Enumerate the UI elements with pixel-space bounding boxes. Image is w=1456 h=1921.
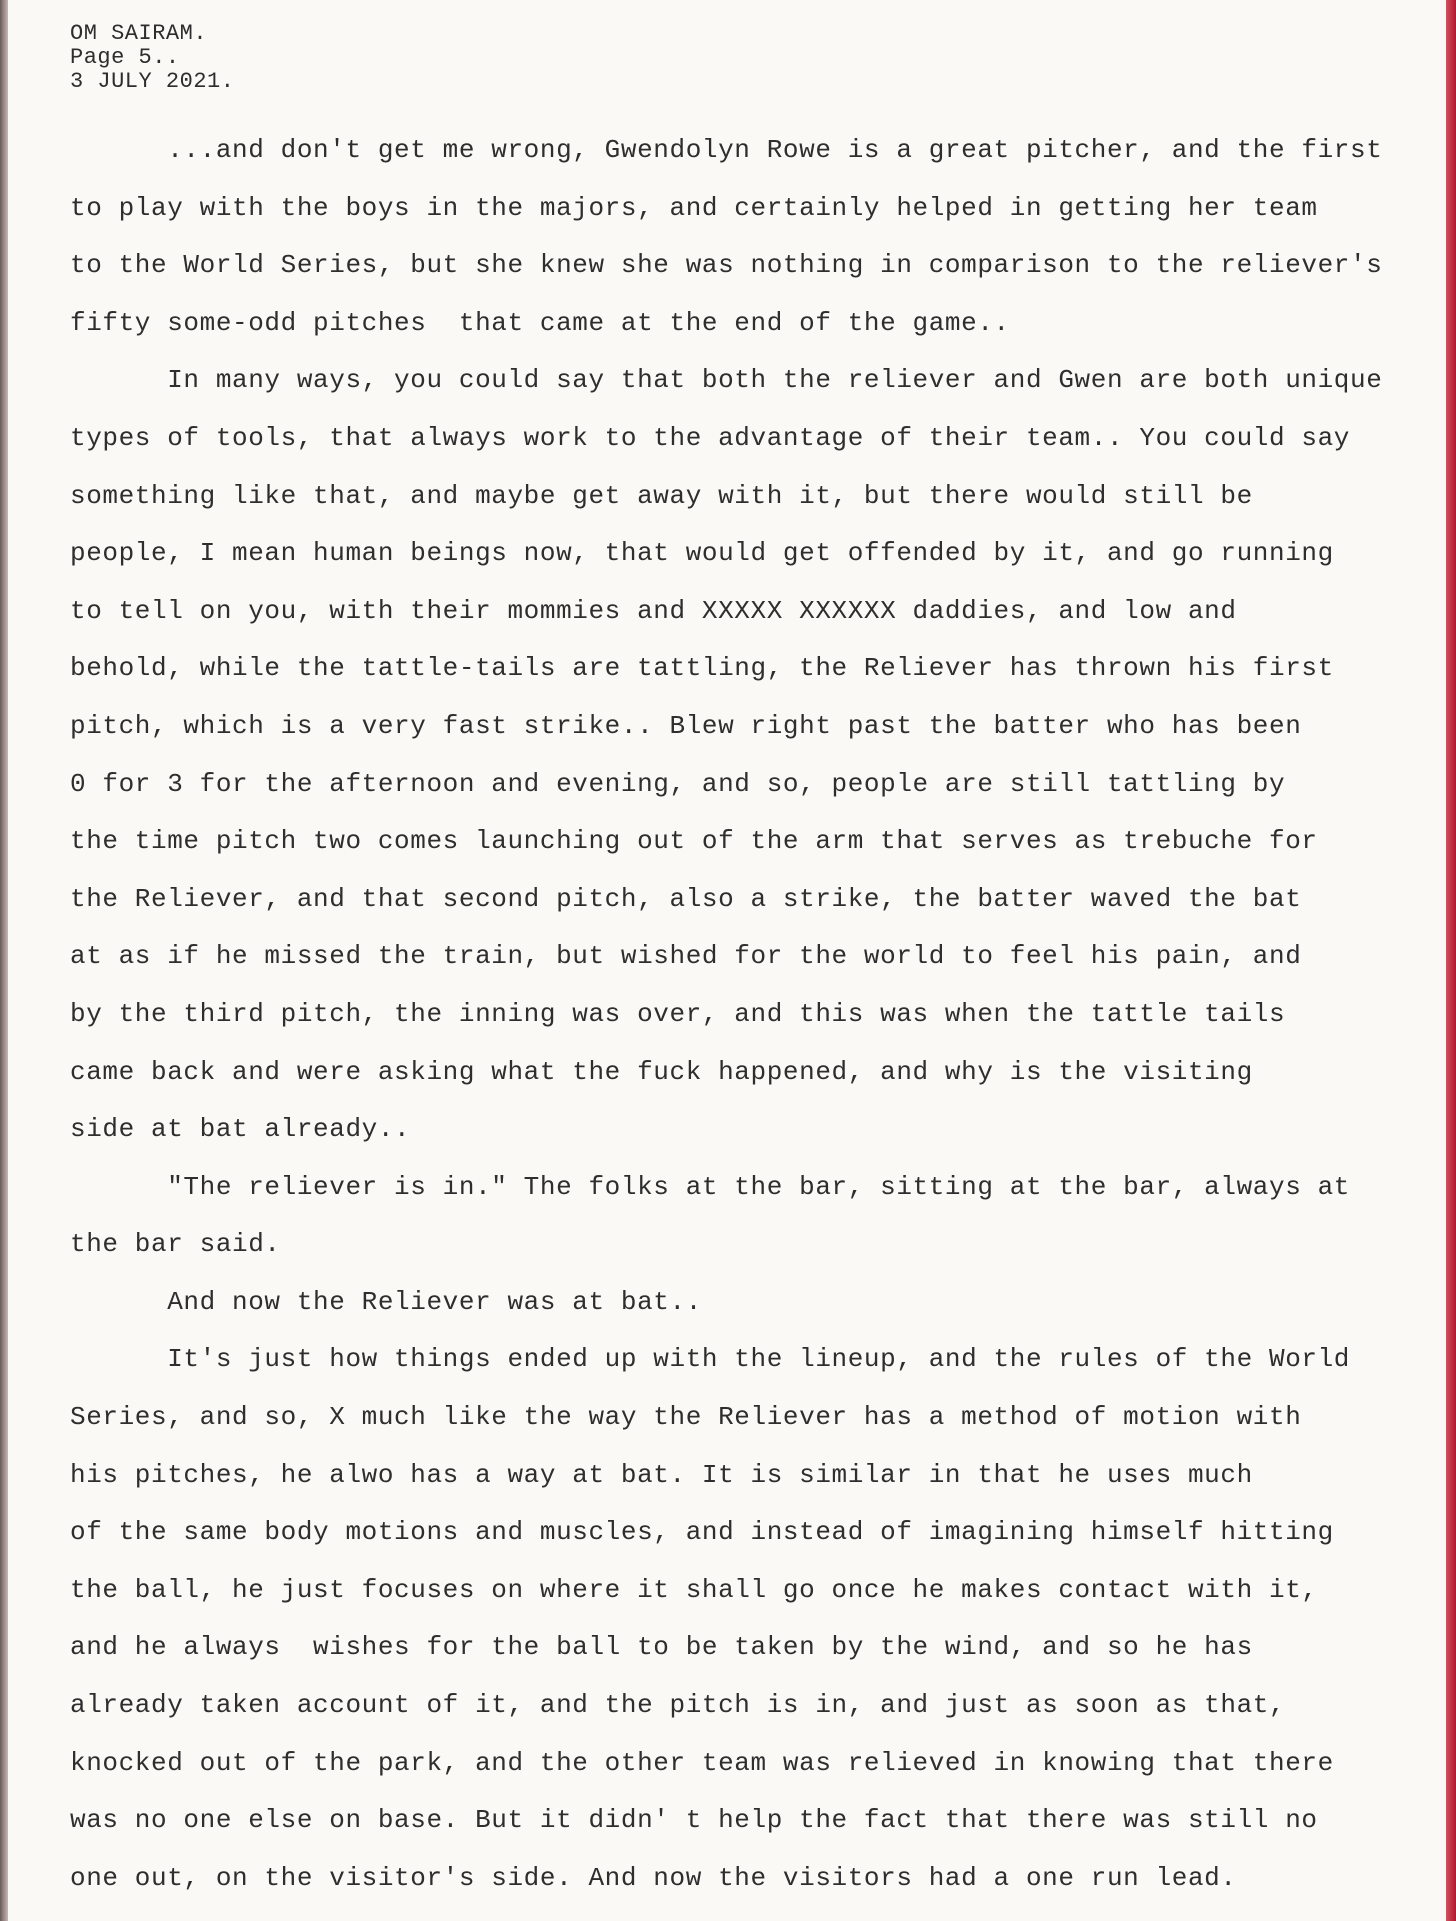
text-line: his pitches, he alwo has a way at bat. It is similar in that he uses much <box>70 1459 1253 1490</box>
text-line: was no one else on base. But it didn' t help the fact that there was still no <box>70 1805 1318 1836</box>
text-line: the ball, he just focuses on where it shall go once he makes contact with it, <box>70 1574 1318 1605</box>
text-line: came back and were asking what the fuck happened, and why is the visiting <box>70 1056 1253 1087</box>
text-line: to the World Series, but she knew she was nothing in comparison to the reliever's <box>70 250 1383 281</box>
text-line: "The reliever is in." The folks at the bar, sitting at the bar, always at <box>70 1171 1350 1202</box>
text-line: people, I mean human beings now, that would get offended by it, and go running <box>70 538 1334 569</box>
text-line: to play with the boys in the majors, and certainly helped in getting her team <box>70 192 1318 223</box>
text-line: And now the Reliever was at bat.. <box>70 1286 702 1317</box>
page-header <box>70 22 234 94</box>
text-line: and he always wishes for the ball to be taken by the wind, and so he has <box>70 1632 1253 1663</box>
header-title: OM SAIRAM. <box>70 21 208 46</box>
text-line: pitch, which is a very fast strike.. Blew right past the batter who has been <box>70 710 1302 741</box>
text-line: of the same body motions and muscles, and instead of imagining himself hitting <box>70 1517 1334 1548</box>
text-line: by the third pitch, the inning was over, and this was when the tattle tails <box>70 998 1286 1029</box>
text-line: something like that, and maybe get away with it, but there would still be <box>70 480 1253 511</box>
text-line: to tell on you, with their mommies and XXXXX XXXXXX daddies, and low and <box>70 595 1237 626</box>
text-line: the Reliever, and that second pitch, also a strike, the batter waved the bat <box>70 883 1302 914</box>
text-line: Series, and so, X much like the way the Reliever has a method of motion with <box>70 1402 1302 1433</box>
text-line: knocked out of the park, and the other team was relieved in knowing that there <box>70 1747 1334 1778</box>
text-line: 0 for 3 for the afternoon and evening, and so, people are still tattling by <box>70 768 1286 799</box>
text-line: the bar said. <box>70 1229 281 1260</box>
text-line: one out, on the visitor's side. And now the visitors had a one run lead. <box>70 1862 1237 1893</box>
text-line: behold, while the tattle-tails are tattling, the Reliever has thrown his first <box>70 653 1334 684</box>
header-date: 3 JULY 2021. <box>70 69 235 94</box>
text-line: the time pitch two comes launching out of the arm that serves as trebuche for <box>70 826 1318 857</box>
text-line: at as if he missed the train, but wished for the world to feel his pain, and <box>70 941 1302 972</box>
text-line: In many ways, you could say that both the reliever and Gwen are both unique <box>70 365 1383 396</box>
text-line: ...and don't get me wrong, Gwendolyn Rowe is a great pitcher, and the first <box>70 135 1383 165</box>
text-line: fifty some-odd pitches that came at the end of the game.. <box>70 307 1010 338</box>
page-edge-left <box>0 0 8 1921</box>
text-line: It's just how things ended up with the lineup, and the rules of the World <box>70 1344 1350 1375</box>
text-line: already taken account of it, and the pitch is in, and just as soon as that, <box>70 1690 1286 1721</box>
typewritten-page <box>8 0 1446 1921</box>
text-line: side at bat already.. <box>70 1114 411 1145</box>
text-line: types of tools, that always work to the advantage of their team.. You could say <box>70 422 1350 453</box>
document-body <box>70 122 1430 1907</box>
header-page-number: Page 5.. <box>70 45 180 70</box>
page-edge-right <box>1446 0 1456 1921</box>
